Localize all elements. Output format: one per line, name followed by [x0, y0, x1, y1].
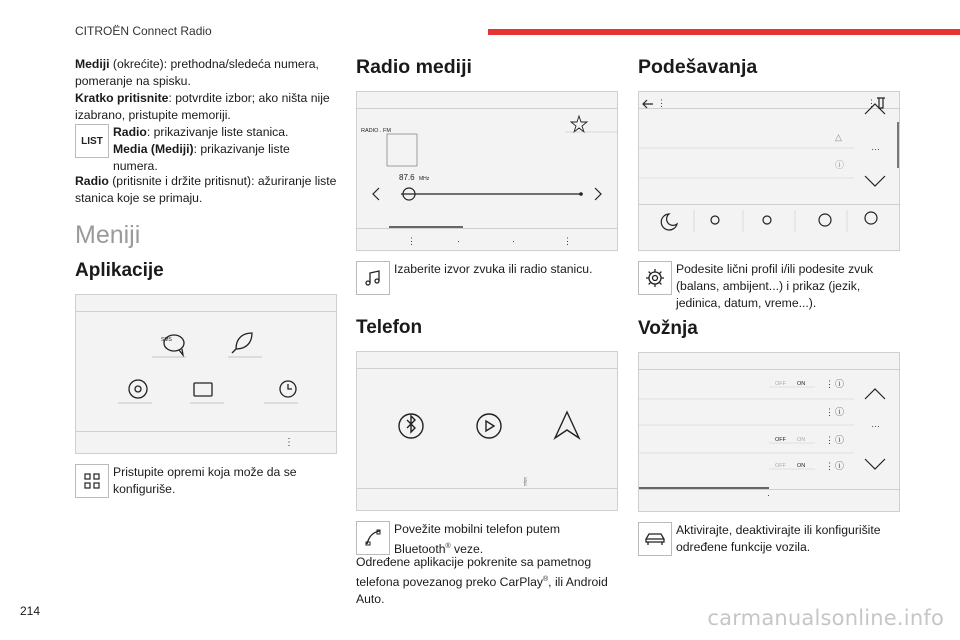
settings-gear-small-icon: [819, 214, 831, 226]
settings-desc: Podesite lični profil i/ili podesite zvuk (balans, ambijent...) i prikaz (jezik, jedinica, datum, vreme...).: [676, 262, 874, 310]
phone-desc-2: Određene aplikacije pokrenite sa pametnog telefona povezanog preko CarPlay®, ili Android Auto.: [356, 555, 608, 607]
apps-screen-illustration: [75, 294, 337, 454]
settings-screen-illustration: [638, 91, 900, 251]
driving-heading: Vožnja: [638, 318, 698, 339]
svg-text:·: ·: [767, 490, 770, 500]
svg-text:⋮: ⋮: [825, 407, 834, 417]
svg-text:⋮: ⋮: [867, 98, 876, 108]
brightness-icon: [711, 216, 719, 224]
watermark: carmanualsonline.info: [707, 606, 944, 630]
svg-text:…: …: [871, 142, 880, 152]
android-auto-icon: [555, 412, 579, 438]
menus-heading: Meniji: [75, 221, 141, 249]
paragraph-radio: Radio: prikazivanje liste stanica.: [113, 125, 289, 139]
svg-text:⋮: ⋮: [657, 98, 666, 108]
radio-desc: Izaberite izvor zvuka ili radio stanicu.: [394, 262, 593, 276]
paragraph-media-list: Media (Mediji): prikazivanje liste numera.: [113, 142, 290, 173]
svg-text:ⓘ: ⓘ: [835, 160, 845, 170]
svg-text:·: ·: [512, 236, 515, 246]
row1-on: ON: [797, 381, 806, 387]
apps-desc: Pristupite opremi koja može da se konfiguriše.: [113, 465, 297, 496]
apps-icons: [76, 295, 336, 453]
paragraph-media: Mediji (okrećite): prethodna/sledeća numera, pomeranje na spisku.: [75, 57, 319, 88]
radio-frequency-unit: MHz: [419, 176, 430, 182]
column-1: [75, 56, 337, 498]
phone-heading: Telefon: [356, 317, 423, 338]
paragraph-radio-hold: Radio (pritisnite i držite pritisnut): ažuriranje liste stanica koje se primaju.: [75, 174, 337, 205]
radio-frequency: 87.6: [399, 173, 415, 182]
svg-text:⋮: ⋮: [825, 379, 834, 389]
driving-screen-graphics: [639, 353, 899, 511]
radio-screen-illustration: [356, 91, 618, 251]
svg-text:ⓘ: ⓘ: [835, 435, 845, 445]
svg-text:…: …: [871, 419, 880, 429]
paragraph-short-press: Kratko pritisnite: potvrdite izbor; ako ništa nije izabrano, pristupite memoriji.: [75, 91, 330, 122]
svg-text:ⓘ: ⓘ: [835, 379, 845, 389]
phone-desc-row: [356, 521, 618, 558]
carplay-icon: [477, 414, 501, 438]
svg-text:△: △: [835, 132, 842, 142]
svg-text:·: ·: [457, 236, 460, 246]
phone-handset-icon: [356, 521, 390, 555]
row4-on: ON: [797, 463, 806, 469]
location-icon: [865, 212, 877, 224]
driving-desc-row: [638, 522, 900, 556]
svg-text:⋮: ⋮: [563, 236, 572, 246]
car-icon: [638, 522, 672, 556]
apps-heading: Aplikacije: [75, 260, 164, 281]
svg-text:⋮: ⋮: [825, 435, 834, 445]
settings-desc-row: [638, 261, 900, 312]
row3-off: OFF: [775, 437, 786, 443]
row1-off: OFF: [775, 381, 786, 387]
radio-media-heading: Radio mediji: [356, 56, 472, 78]
settings-heading: Podešavanja: [638, 56, 758, 78]
column-2: [356, 56, 618, 608]
header-accent-bar: [488, 29, 960, 35]
phone-desc: Povežite mobilni telefon putem Bluetooth® veze.: [394, 522, 560, 557]
settings-gear-icon: [638, 261, 672, 295]
apps-desc-row: [75, 464, 337, 498]
profile-icon: [763, 216, 771, 224]
night-mode-icon: [661, 214, 677, 230]
svg-text:⋮: ⋮: [825, 461, 834, 471]
driving-desc: Aktivirajte, deaktivirajte ili konfigurišite određene funkcije vozila.: [676, 523, 881, 554]
row4-off: OFF: [775, 463, 786, 469]
driving-screen-illustration: [638, 352, 900, 512]
row3-on: ON: [797, 437, 806, 443]
grid-icon: [75, 464, 109, 498]
running-header: CITROËN Connect Radio: [75, 24, 212, 38]
settings-screen-graphics: [639, 92, 899, 250]
music-note-icon: [356, 261, 390, 295]
svg-text:ⓘ: ⓘ: [835, 407, 845, 417]
radio-band: RADIO . FM: [361, 128, 391, 134]
phone-screen-graphics: [357, 352, 617, 510]
radio-screen-graphics: [357, 92, 617, 250]
svg-text:⋮: ⋮: [407, 236, 416, 246]
svg-text:ⓘ: ⓘ: [835, 461, 845, 471]
page-number: 214: [20, 604, 41, 618]
list-icon: LIST: [75, 124, 109, 158]
column-3: [638, 56, 900, 556]
radio-desc-row: [356, 261, 618, 295]
svg-text:⋮: ⋮: [284, 437, 294, 448]
svg-text:∦: ∦: [523, 476, 528, 486]
list-row: [75, 124, 337, 175]
sms-label: SMS: [161, 337, 172, 343]
phone-screen-illustration: [356, 351, 618, 511]
